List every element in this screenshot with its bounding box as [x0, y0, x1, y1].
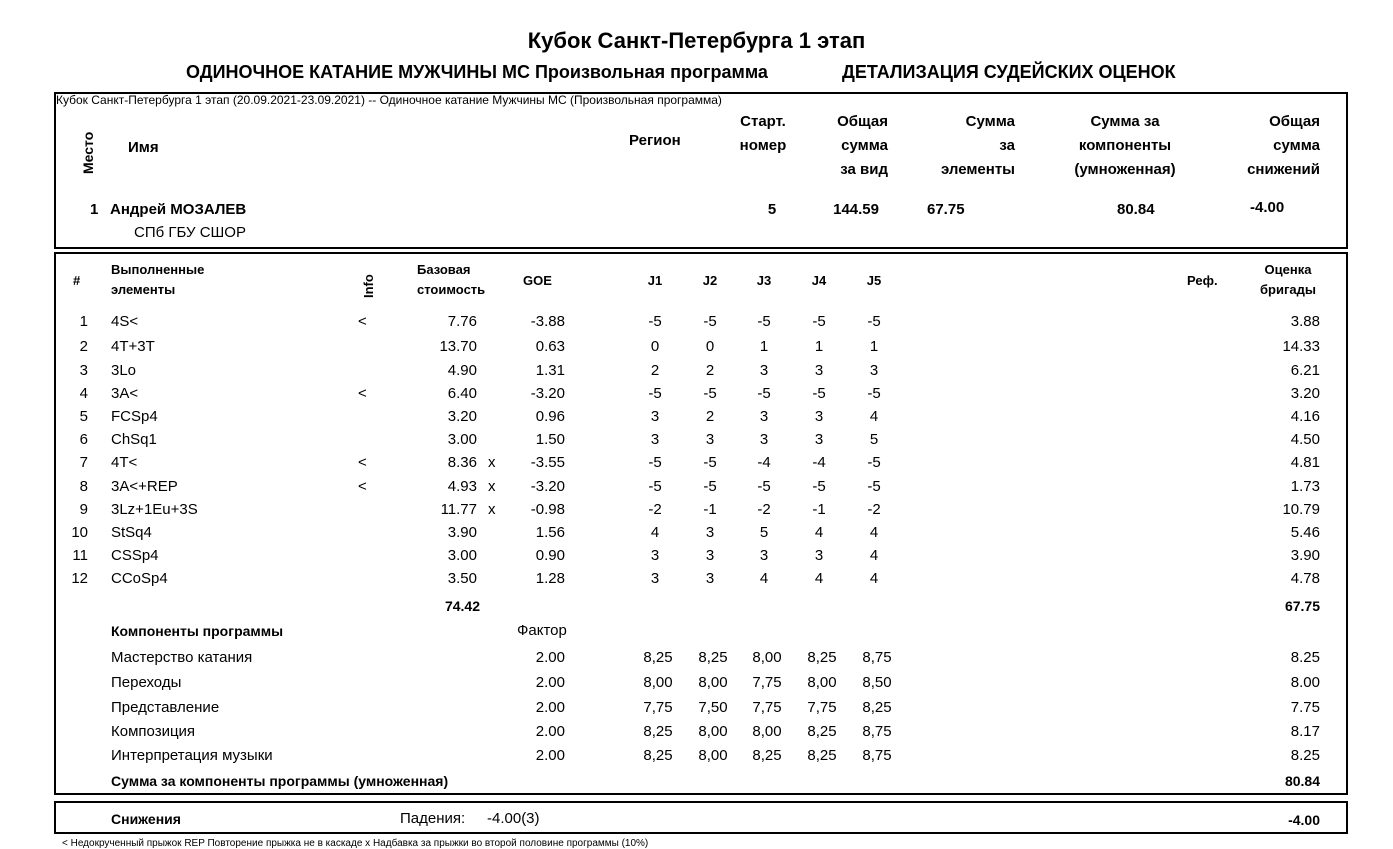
element-judge-3-score: 3	[759, 408, 769, 425]
element-panel-score: 10.79	[1282, 501, 1320, 518]
component-judge-2-score: 8,00	[698, 723, 728, 740]
component-judge-5-score: 8,25	[862, 699, 892, 716]
component-name: Интерпретация музыки	[111, 747, 273, 764]
skater-elements-score: 67.75	[927, 201, 965, 218]
event-subtitle: ОДИНОЧНОЕ КАТАНИЕ МУЖЧИНЫ МС Произвольная программа	[186, 62, 768, 82]
component-name: Представление	[111, 699, 220, 716]
element-name: 3Lo	[111, 362, 137, 379]
element-judge-2-score: 3	[705, 431, 715, 448]
components-total-label: Сумма за компоненты программы (умноженная)	[111, 773, 449, 789]
name-header: Имя	[128, 139, 159, 156]
element-judge-1-score: 0	[650, 338, 660, 355]
element-number: 2	[79, 338, 88, 355]
element-judge-4-score: -5	[812, 313, 826, 330]
element-name: 4S<	[111, 313, 139, 330]
element-judge-4-score: -5	[812, 385, 826, 402]
element-name: 4T+3T	[111, 338, 155, 355]
start-number-header	[728, 110, 798, 158]
element-judge-5-score: -2	[867, 501, 881, 518]
component-judge-5-score: 8,50	[862, 674, 892, 691]
element-name: 3A<	[111, 385, 139, 402]
element-judge-3-score: 3	[759, 362, 769, 379]
component-judge-2-score: 7,50	[698, 699, 728, 716]
skater-place: 1	[90, 201, 99, 218]
elements-score-header	[915, 110, 1015, 182]
element-name: 3A<+REP	[111, 478, 178, 495]
element-judge-2-score: 2	[705, 408, 715, 425]
element-number: 3	[79, 362, 88, 379]
event-info-line: Кубок Санкт-Петербурга 1 этап (20.09.2021-23.09.2021) -- Одиночное катание Мужчины МС (Произвольная программа)	[56, 93, 722, 107]
judge-1-header: J1	[647, 273, 663, 288]
components-score-header	[1060, 110, 1190, 182]
element-name: CCoSp4	[111, 570, 168, 587]
elements-header-line-2: за	[999, 137, 1015, 154]
element-goe: -3.55	[530, 454, 565, 471]
base-header-line-2: стоимость	[417, 282, 486, 297]
goe-header: GOE	[523, 273, 552, 288]
component-judge-1-score: 8,00	[643, 674, 673, 691]
component-judge-1-score: 7,75	[643, 699, 673, 716]
element-judge-4-score: -4	[812, 454, 826, 471]
component-judge-4-score: 8,00	[807, 674, 837, 691]
element-panel-score: 4.50	[1290, 431, 1320, 448]
elements-header-line-1: Сумма	[965, 113, 1015, 130]
element-panel-score: 1.73	[1290, 478, 1320, 495]
deductions-label: Снижения	[111, 811, 181, 827]
component-judge-2-score: 8,00	[698, 747, 728, 764]
judge-2-header: J2	[702, 273, 718, 288]
element-base-value: 4.90	[447, 362, 477, 379]
component-name: Композиция	[111, 723, 196, 740]
component-factor: 2.00	[535, 747, 565, 764]
skater-deductions: -4.00	[1250, 199, 1285, 216]
component-judge-5-score: 8,75	[862, 649, 892, 666]
falls-value: -4.00(3)	[487, 810, 540, 827]
info-header: Info	[361, 274, 376, 298]
element-judge-1-score: 4	[650, 524, 660, 541]
component-judge-4-score: 8,25	[807, 649, 837, 666]
component-judge-5-score: 8,75	[862, 723, 892, 740]
element-goe: 0.63	[535, 338, 565, 355]
component-judge-1-score: 8,25	[643, 723, 673, 740]
element-name: 3Lz+1Eu+3S	[111, 501, 198, 518]
component-factor: 2.00	[535, 674, 565, 691]
element-info: <	[358, 385, 367, 402]
element-panel-score: 4.81	[1290, 454, 1320, 471]
element-panel-score: 3.88	[1290, 313, 1320, 330]
element-judge-1-score: 3	[650, 547, 660, 564]
element-number: 1	[79, 313, 88, 330]
element-judge-5-score: 4	[869, 408, 879, 425]
element-goe: 1.50	[535, 431, 565, 448]
element-goe: 1.31	[535, 362, 565, 379]
element-judge-3-score: -2	[757, 501, 771, 518]
element-base-value: 3.90	[447, 524, 477, 541]
element-panel-score: 6.21	[1290, 362, 1320, 379]
region-header: Регион	[629, 132, 681, 149]
element-base-value: 3.20	[447, 408, 477, 425]
component-factor: 2.00	[535, 699, 565, 716]
total-score-header	[800, 110, 888, 182]
element-judge-1-score: 3	[650, 570, 660, 587]
component-judge-2-score: 8,00	[698, 674, 728, 691]
panel-score-header-line-2: бригады	[1260, 282, 1316, 297]
deductions-box	[54, 801, 1348, 834]
factor-header: Фактор	[517, 622, 567, 639]
element-judge-1-score: -5	[648, 478, 662, 495]
components-header-line-3: (умноженная)	[1074, 161, 1176, 178]
element-base-value: 3.00	[447, 431, 477, 448]
judge-3-header: J3	[756, 273, 772, 288]
element-base-value: 11.77	[440, 501, 477, 518]
element-judge-3-score: -5	[757, 478, 771, 495]
component-judge-1-score: 8,25	[643, 747, 673, 764]
report-type-subtitle: ДЕТАЛИЗАЦИЯ СУДЕЙСКИХ ОЦЕНОК	[842, 62, 1176, 82]
base-value-total: 74.42	[444, 598, 480, 614]
elements-header-line-3: элементы	[940, 161, 1015, 178]
element-judge-4-score: 4	[814, 570, 824, 587]
element-number: 8	[79, 478, 88, 495]
components-total: 80.84	[1284, 773, 1320, 789]
element-number: 7	[79, 454, 88, 471]
element-number: 6	[79, 431, 88, 448]
element-panel-score: 4.16	[1290, 408, 1320, 425]
element-judge-4-score: -1	[812, 501, 826, 518]
component-judge-4-score: 7,75	[807, 699, 837, 716]
element-name: StSq4	[111, 524, 152, 541]
total-header-line-3: за вид	[840, 161, 888, 178]
element-judge-2-score: -1	[703, 501, 717, 518]
element-number: 4	[79, 385, 88, 402]
elements-total: 67.75	[1284, 598, 1320, 614]
ref-header: Реф.	[1187, 273, 1218, 288]
components-header-line-1: Сумма за	[1090, 113, 1160, 130]
judge-5-header: J5	[866, 273, 882, 288]
total-header-line-2: сумма	[841, 137, 888, 154]
element-number: 11	[72, 547, 88, 564]
component-judge-3-score: 8,00	[752, 649, 782, 666]
element-base-value: 3.50	[447, 570, 477, 587]
components-header: Компоненты программы	[111, 623, 284, 639]
component-factor: 2.00	[535, 723, 565, 740]
element-judge-4-score: -5	[812, 478, 826, 495]
element-judge-3-score: 3	[759, 547, 769, 564]
element-judge-2-score: 3	[705, 547, 715, 564]
element-number: 10	[71, 524, 88, 541]
element-judge-2-score: -5	[703, 313, 717, 330]
skater-name: Андрей МОЗАЛЕВ	[110, 201, 247, 218]
element-judge-5-score: -5	[867, 313, 881, 330]
component-judge-3-score: 8,00	[752, 723, 782, 740]
element-judge-1-score: 3	[650, 408, 660, 425]
element-judge-1-score: -5	[648, 313, 662, 330]
element-panel-score: 5.46	[1290, 524, 1320, 541]
element-panel-score: 3.90	[1290, 547, 1320, 564]
component-panel-score: 8.17	[1290, 723, 1320, 740]
deductions-header-line-3: снижений	[1247, 161, 1320, 178]
element-number: 5	[79, 408, 88, 425]
element-judge-5-score: 4	[869, 524, 879, 541]
element-number: 9	[79, 501, 88, 518]
elements-name-header	[111, 260, 204, 300]
component-judge-4-score: 8,25	[807, 747, 837, 764]
element-judge-1-score: 2	[650, 362, 660, 379]
element-judge-5-score: 5	[869, 431, 879, 448]
element-goe: -3.88	[530, 313, 565, 330]
elements-name-header-line-1: Выполненные	[111, 262, 205, 277]
element-judge-4-score: 3	[814, 547, 824, 564]
element-name: FCSp4	[111, 408, 158, 425]
skater-start-number: 5	[767, 201, 777, 218]
element-goe: 1.56	[535, 524, 565, 541]
num-header: #	[73, 273, 81, 288]
element-panel-score: 14.33	[1282, 338, 1320, 355]
element-judge-2-score: -5	[703, 385, 717, 402]
element-judge-5-score: -5	[867, 478, 881, 495]
component-judge-3-score: 7,75	[752, 674, 782, 691]
element-judge-1-score: 3	[650, 431, 660, 448]
deductions-total: -4.00	[1288, 812, 1320, 828]
component-name: Переходы	[111, 674, 182, 691]
component-judge-5-score: 8,75	[862, 747, 892, 764]
element-judge-4-score: 3	[814, 362, 824, 379]
panel-score-header-line-1: Оценка	[1264, 262, 1312, 277]
element-panel-score: 4.78	[1290, 570, 1320, 587]
skater-total-score: 144.59	[833, 201, 879, 218]
element-judge-2-score: 3	[705, 570, 715, 587]
base-value-header	[417, 260, 485, 300]
component-judge-4-score: 8,25	[807, 723, 837, 740]
element-judge-3-score: 5	[759, 524, 769, 541]
element-judge-5-score: 4	[869, 547, 879, 564]
elements-name-header-line-2: элементы	[111, 282, 176, 297]
element-judge-2-score: -5	[703, 454, 717, 471]
element-judge-4-score: 1	[814, 338, 824, 355]
element-name: CSSp4	[111, 547, 159, 564]
element-judge-3-score: -5	[757, 313, 771, 330]
component-judge-2-score: 8,25	[698, 649, 728, 666]
component-judge-1-score: 8,25	[643, 649, 673, 666]
element-judge-5-score: 1	[869, 338, 879, 355]
element-base-value: 7.76	[447, 313, 477, 330]
element-judge-5-score: 3	[869, 362, 879, 379]
element-base-value: 13.70	[439, 338, 477, 355]
component-panel-score: 8.25	[1290, 747, 1320, 764]
element-judge-2-score: 2	[705, 362, 715, 379]
element-bonus-mark: x	[488, 454, 496, 471]
element-judge-3-score: -5	[757, 385, 771, 402]
component-panel-score: 8.25	[1290, 649, 1320, 666]
element-judge-3-score: -4	[757, 454, 771, 471]
skater-club: СПб ГБУ СШОР	[134, 224, 246, 241]
element-judge-3-score: 1	[759, 338, 769, 355]
element-base-value: 3.00	[447, 547, 477, 564]
total-header-line-1: Общая	[837, 113, 888, 130]
falls-label: Падения:	[400, 810, 466, 827]
element-bonus-mark: x	[488, 478, 496, 495]
element-judge-4-score: 3	[814, 431, 824, 448]
element-judge-5-score: -5	[867, 454, 881, 471]
element-name: 4T<	[111, 454, 138, 471]
skater-components-score: 80.84	[1117, 201, 1155, 218]
element-bonus-mark: x	[488, 501, 496, 518]
element-base-value: 6.40	[447, 385, 477, 402]
element-name: ChSq1	[111, 431, 157, 448]
element-number: 12	[71, 570, 88, 587]
element-goe: 0.90	[535, 547, 565, 564]
element-goe: -0.98	[530, 501, 565, 518]
judge-4-header: J4	[811, 273, 827, 288]
element-judge-2-score: 0	[705, 338, 715, 355]
element-info: <	[358, 478, 367, 495]
element-judge-4-score: 4	[814, 524, 824, 541]
start-header-line-1: Старт.	[740, 113, 786, 130]
element-judge-1-score: -2	[648, 501, 662, 518]
start-header-line-2: номер	[739, 137, 787, 154]
deductions-header-line-1: Общая	[1269, 113, 1320, 130]
element-base-value: 8.36	[447, 454, 477, 471]
component-judge-3-score: 8,25	[752, 747, 782, 764]
component-factor: 2.00	[535, 649, 565, 666]
element-judge-4-score: 3	[814, 408, 824, 425]
place-header: Место	[80, 131, 96, 174]
deductions-header-line-2: сумма	[1273, 137, 1320, 154]
element-goe: -3.20	[530, 478, 565, 495]
element-goe: -3.20	[530, 385, 565, 402]
page-title: Кубок Санкт-Петербурга 1 этап	[527, 28, 866, 53]
element-judge-2-score: -5	[703, 478, 717, 495]
element-goe: 0.96	[535, 408, 565, 425]
deductions-header	[1220, 110, 1320, 182]
element-judge-2-score: 3	[705, 524, 715, 541]
element-judge-3-score: 4	[759, 570, 769, 587]
panel-score-header	[1248, 260, 1328, 300]
element-judge-5-score: -5	[867, 385, 881, 402]
element-info: <	[358, 313, 367, 330]
element-goe: 1.28	[535, 570, 565, 587]
components-header-line-2: компоненты	[1078, 137, 1172, 154]
component-panel-score: 7.75	[1290, 699, 1320, 716]
component-panel-score: 8.00	[1290, 674, 1320, 691]
footnote: < Недокрученный прыжок REP Повторение прыжка не в каскаде x Надбавка за прыжки во второй половине программы (10%)	[62, 838, 649, 849]
element-judge-1-score: -5	[648, 454, 662, 471]
base-header-line-1: Базовая	[417, 262, 471, 277]
component-judge-3-score: 7,75	[752, 699, 782, 716]
element-judge-3-score: 3	[759, 431, 769, 448]
element-panel-score: 3.20	[1290, 385, 1320, 402]
element-judge-5-score: 4	[869, 570, 879, 587]
element-base-value: 4.93	[447, 478, 477, 495]
component-name: Мастерство катания	[111, 649, 253, 666]
element-info: <	[358, 454, 367, 471]
element-judge-1-score: -5	[648, 385, 662, 402]
